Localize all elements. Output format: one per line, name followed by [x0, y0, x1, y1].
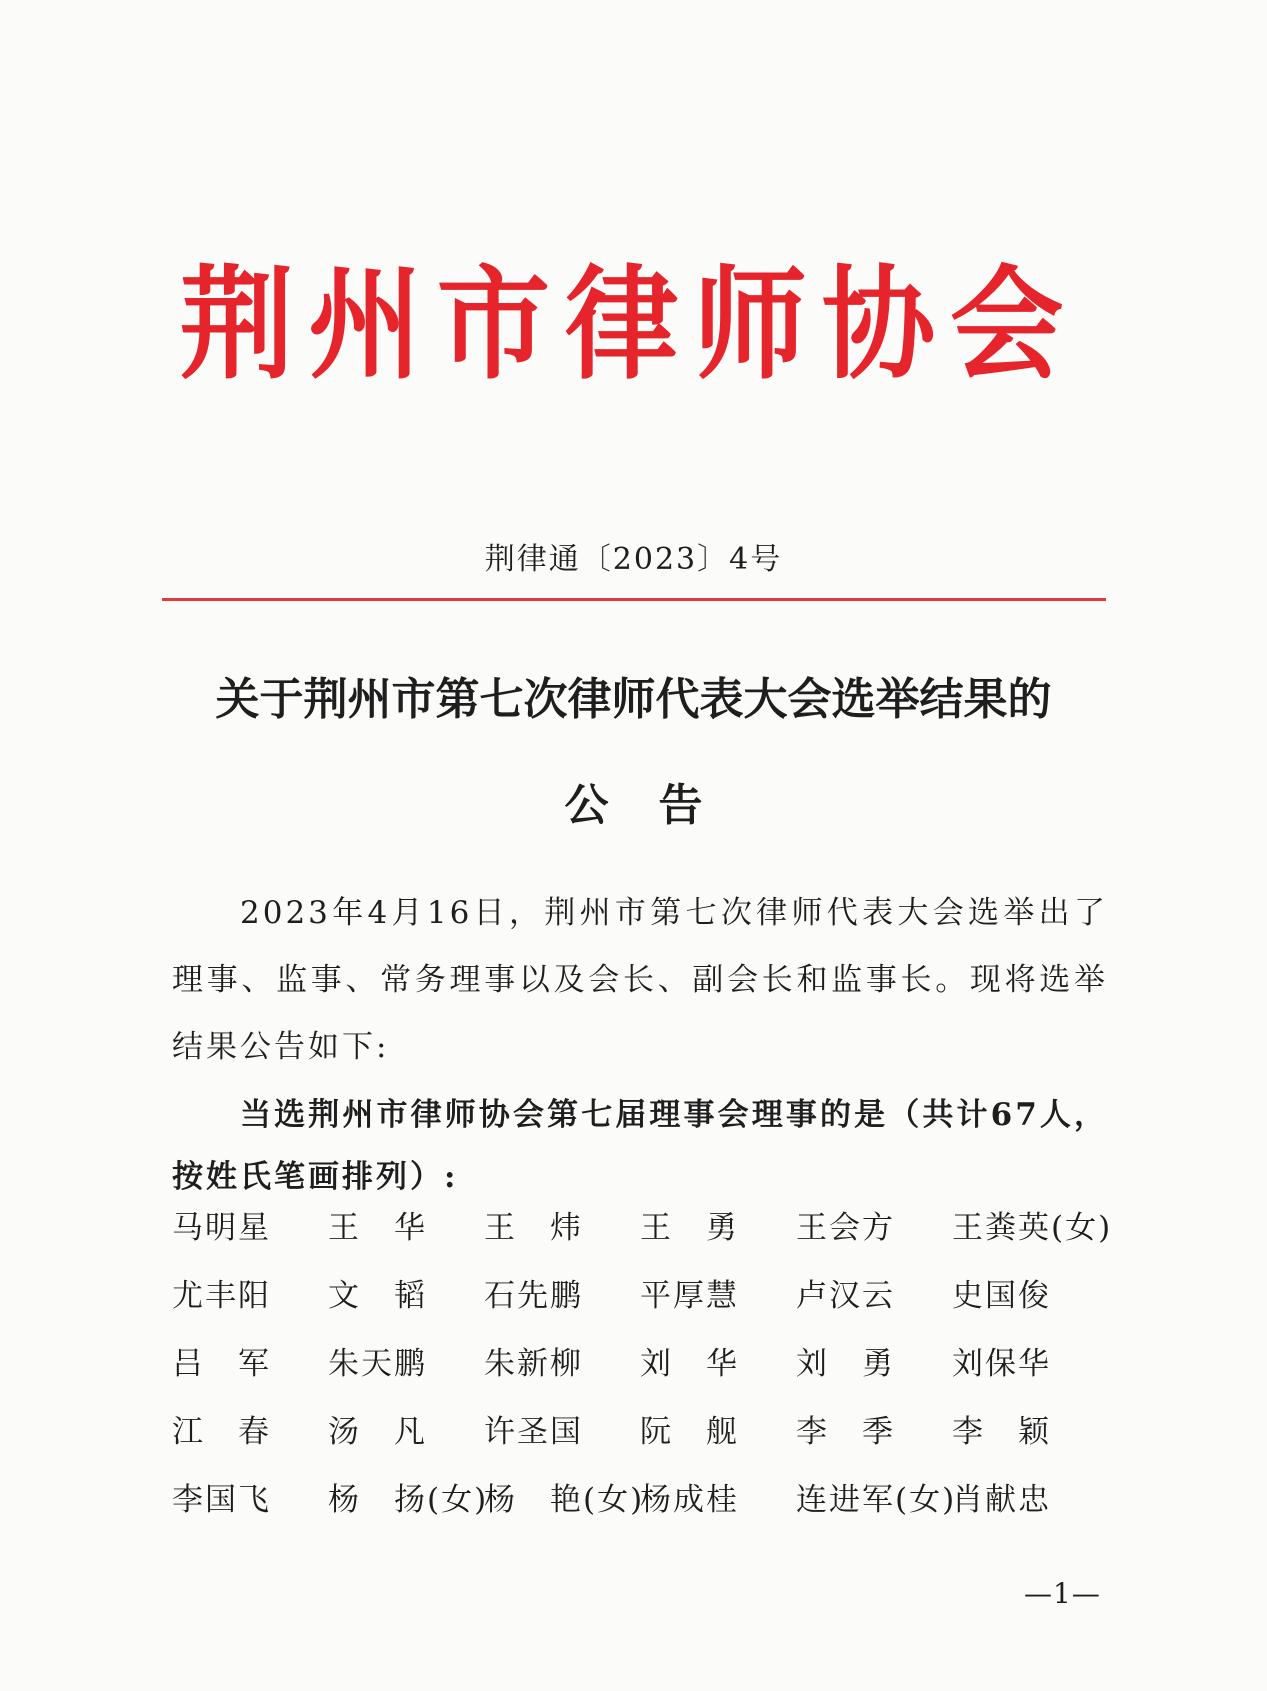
member-name: 王 华	[328, 1210, 427, 1246]
member-name: 连进军(女)	[796, 1482, 957, 1518]
member-name: 王会方	[796, 1210, 895, 1246]
document-number: 荆律通〔2023〕4号	[484, 542, 783, 577]
member-name: 史国俊	[952, 1278, 1051, 1314]
member-name: 江 春	[172, 1414, 271, 1450]
member-name: 卢汉云	[796, 1278, 895, 1314]
member-name: 文 韬	[328, 1278, 427, 1314]
member-name: 杨成桂	[640, 1482, 739, 1518]
member-name: 阮 舰	[640, 1414, 739, 1450]
member-name: 马明星	[172, 1210, 271, 1246]
member-name: 李国飞	[172, 1482, 271, 1518]
member-name: 李 季	[796, 1414, 895, 1450]
member-name: 杨 扬(女)	[328, 1482, 489, 1518]
member-name: 许圣国	[484, 1414, 583, 1450]
org-letterhead-title: 荆州市律师协会	[180, 254, 1079, 396]
member-name: 王 炜	[484, 1210, 583, 1246]
red-divider-line	[162, 598, 1106, 601]
council-members-list	[172, 1208, 1112, 1548]
member-name: 肖献忠	[952, 1482, 1051, 1518]
page-number: —1—	[1024, 1577, 1101, 1610]
member-name: 刘 勇	[796, 1346, 895, 1382]
member-name: 朱新柳	[484, 1346, 583, 1382]
member-name: 刘保华	[952, 1346, 1051, 1382]
member-name: 杨 艳(女)	[484, 1482, 645, 1518]
member-name: 平厚慧	[640, 1278, 739, 1314]
member-name: 汤 凡	[328, 1414, 427, 1450]
member-name: 刘 华	[640, 1346, 739, 1382]
member-name: 李 颖	[952, 1414, 1051, 1450]
announcement-title-line1: 关于荆州市第七次律师代表大会选举结果的	[215, 674, 1052, 725]
member-name: 朱天鹏	[328, 1346, 427, 1382]
council-members-heading: 当选荆州市律师协会第七届理事会理事的是（共计67人，按姓氏笔画排列）:	[172, 1097, 1108, 1195]
member-name: 尤丰阳	[172, 1278, 271, 1314]
member-name: 石先鹏	[484, 1278, 583, 1314]
member-name: 王粪英(女)	[952, 1210, 1113, 1246]
member-name: 吕 军	[172, 1346, 271, 1382]
intro-paragraph: 2023年4月16日，荆州市第七次律师代表大会选举出了理事、监事、常务理事以及会长、副会长和监事长。现将选举结果公告如下:	[172, 895, 1108, 1065]
announcement-title-line2: 公告	[564, 780, 753, 831]
member-name: 王 勇	[640, 1210, 739, 1246]
